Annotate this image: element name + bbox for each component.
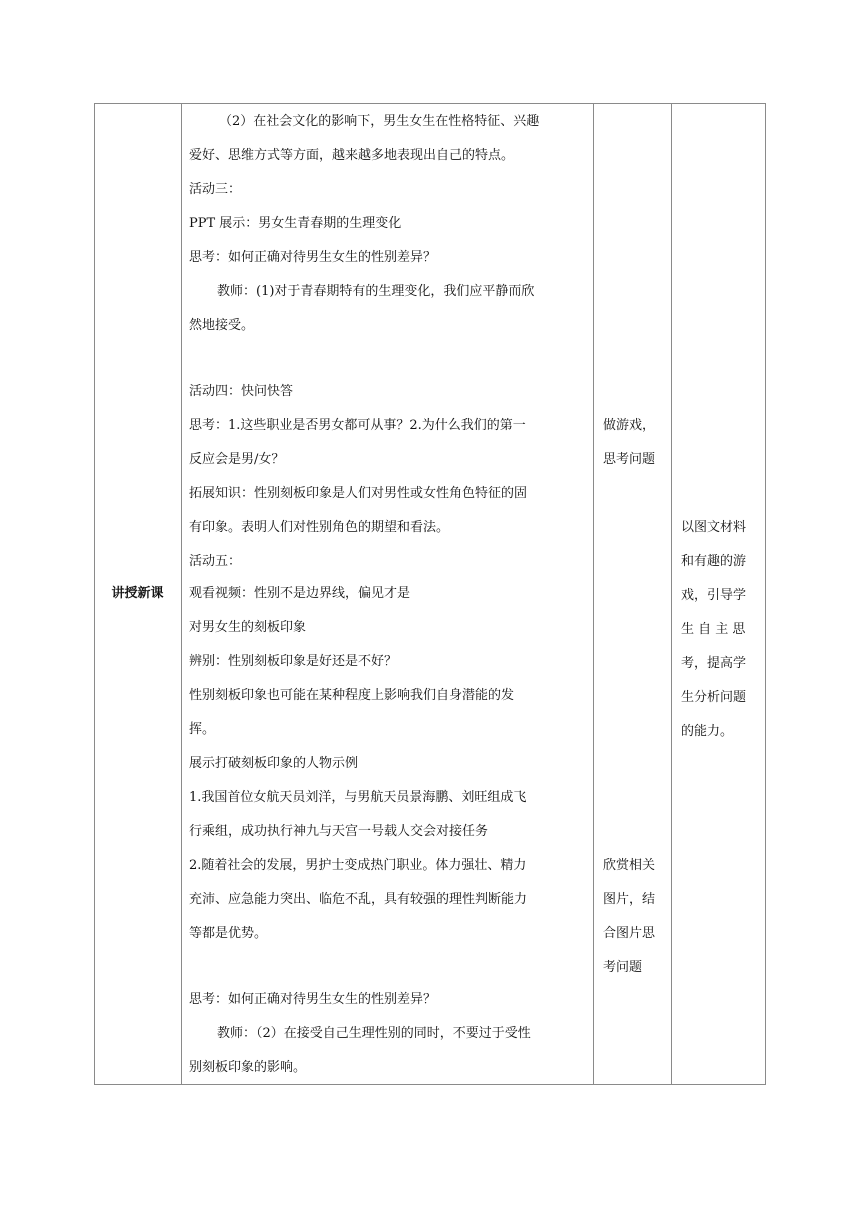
design-intent-line: 考，提高学 [681,656,747,671]
content-line: （2）在社会文化的影响下，男生女生在性格特征、兴趣 [219,114,540,129]
content-line: 展示打破刻板印象的人物示例 [189,756,359,771]
content-line: 教师：(1)对于青春期特有的生理变化，我们应平静而欣 [217,284,535,299]
design-intent [681,103,763,1085]
student-activity-line: 考问题 [603,960,643,975]
student-activity-line: 欣赏相关 [603,858,656,873]
design-intent-line: 生分析问题 [681,690,747,705]
section-label: 讲授新课 [111,586,164,601]
column-divider-2 [593,103,594,1085]
student-activity [603,103,669,1085]
content-line: 辨别：性别刻板印象是好还是不好？ [189,654,398,669]
content-line: 思考：如何正确对待男生女生的性别差异？ [189,250,437,265]
content-line: 等都是优势。 [189,926,268,941]
column-divider-3 [671,103,672,1085]
content-line: 反应会是男/女？ [189,452,285,467]
design-intent-line: 生 自 主 思 [681,622,746,637]
design-intent-line: 以图文材料 [681,520,747,535]
student-activity-line: 合图片思 [603,926,656,941]
lesson-table [94,103,766,1085]
design-intent-line: 戏，引导学 [681,588,747,603]
content-line: 2.随着社会的发展，男护士变成热门职业。体力强壮、精力 [189,858,527,873]
student-activity-line: 图片，结 [603,892,656,907]
student-activity-line: 思考问题 [603,452,656,467]
table-right-border [765,103,766,1085]
content-line: 挥。 [189,722,216,737]
content-line: 对男女生的刻板印象 [189,620,307,635]
content-line: 思考：如何正确对待男生女生的性别差异？ [189,992,437,1007]
design-intent-line: 和有趣的游 [681,554,747,569]
content-line: 拓展知识：性别刻板印象是人们对男性或女性角色特征的固 [189,486,528,501]
teaching-content [189,103,589,1085]
content-line: 爱好、思维方式等方面，越来越多地表现出自己的特点。 [189,148,515,163]
content-line: 充沛、应急能力突出、临危不乱，具有较强的理性判断能力 [189,892,528,907]
content-line: 然地接受。 [189,318,255,333]
student-activity-line: 做游戏， [603,418,656,433]
content-line: 别刻板印象的影响。 [189,1060,307,1075]
content-line: 活动五： [189,554,242,569]
design-intent-line: 的能力。 [681,724,734,739]
content-line: 行乘组，成功执行神九与天宫一号载人交会对接任务 [189,824,489,839]
content-line: 思考：1.这些职业是否男女都可从事？2.为什么我们的第一 [189,418,526,433]
content-line: 活动四：快问快答 [189,384,294,399]
content-line: 活动三： [189,182,242,197]
content-line: 性别刻板印象也可能在某种程度上影响我们自身潜能的发 [189,688,515,703]
content-line: 教师：（2）在接受自己生理性别的同时，不要过于受性 [217,1026,531,1041]
content-line: PPT 展示：男女生青春期的生理变化 [189,216,402,231]
content-line: 有印象。表明人们对性别角色的期望和看法。 [189,520,450,535]
content-line: 观看视频：性别不是边界线，偏见才是 [189,586,411,601]
content-line: 1.我国首位女航天员刘洋，与男航天员景海鹏、刘旺组成飞 [189,790,527,805]
column-divider-1 [181,103,182,1085]
